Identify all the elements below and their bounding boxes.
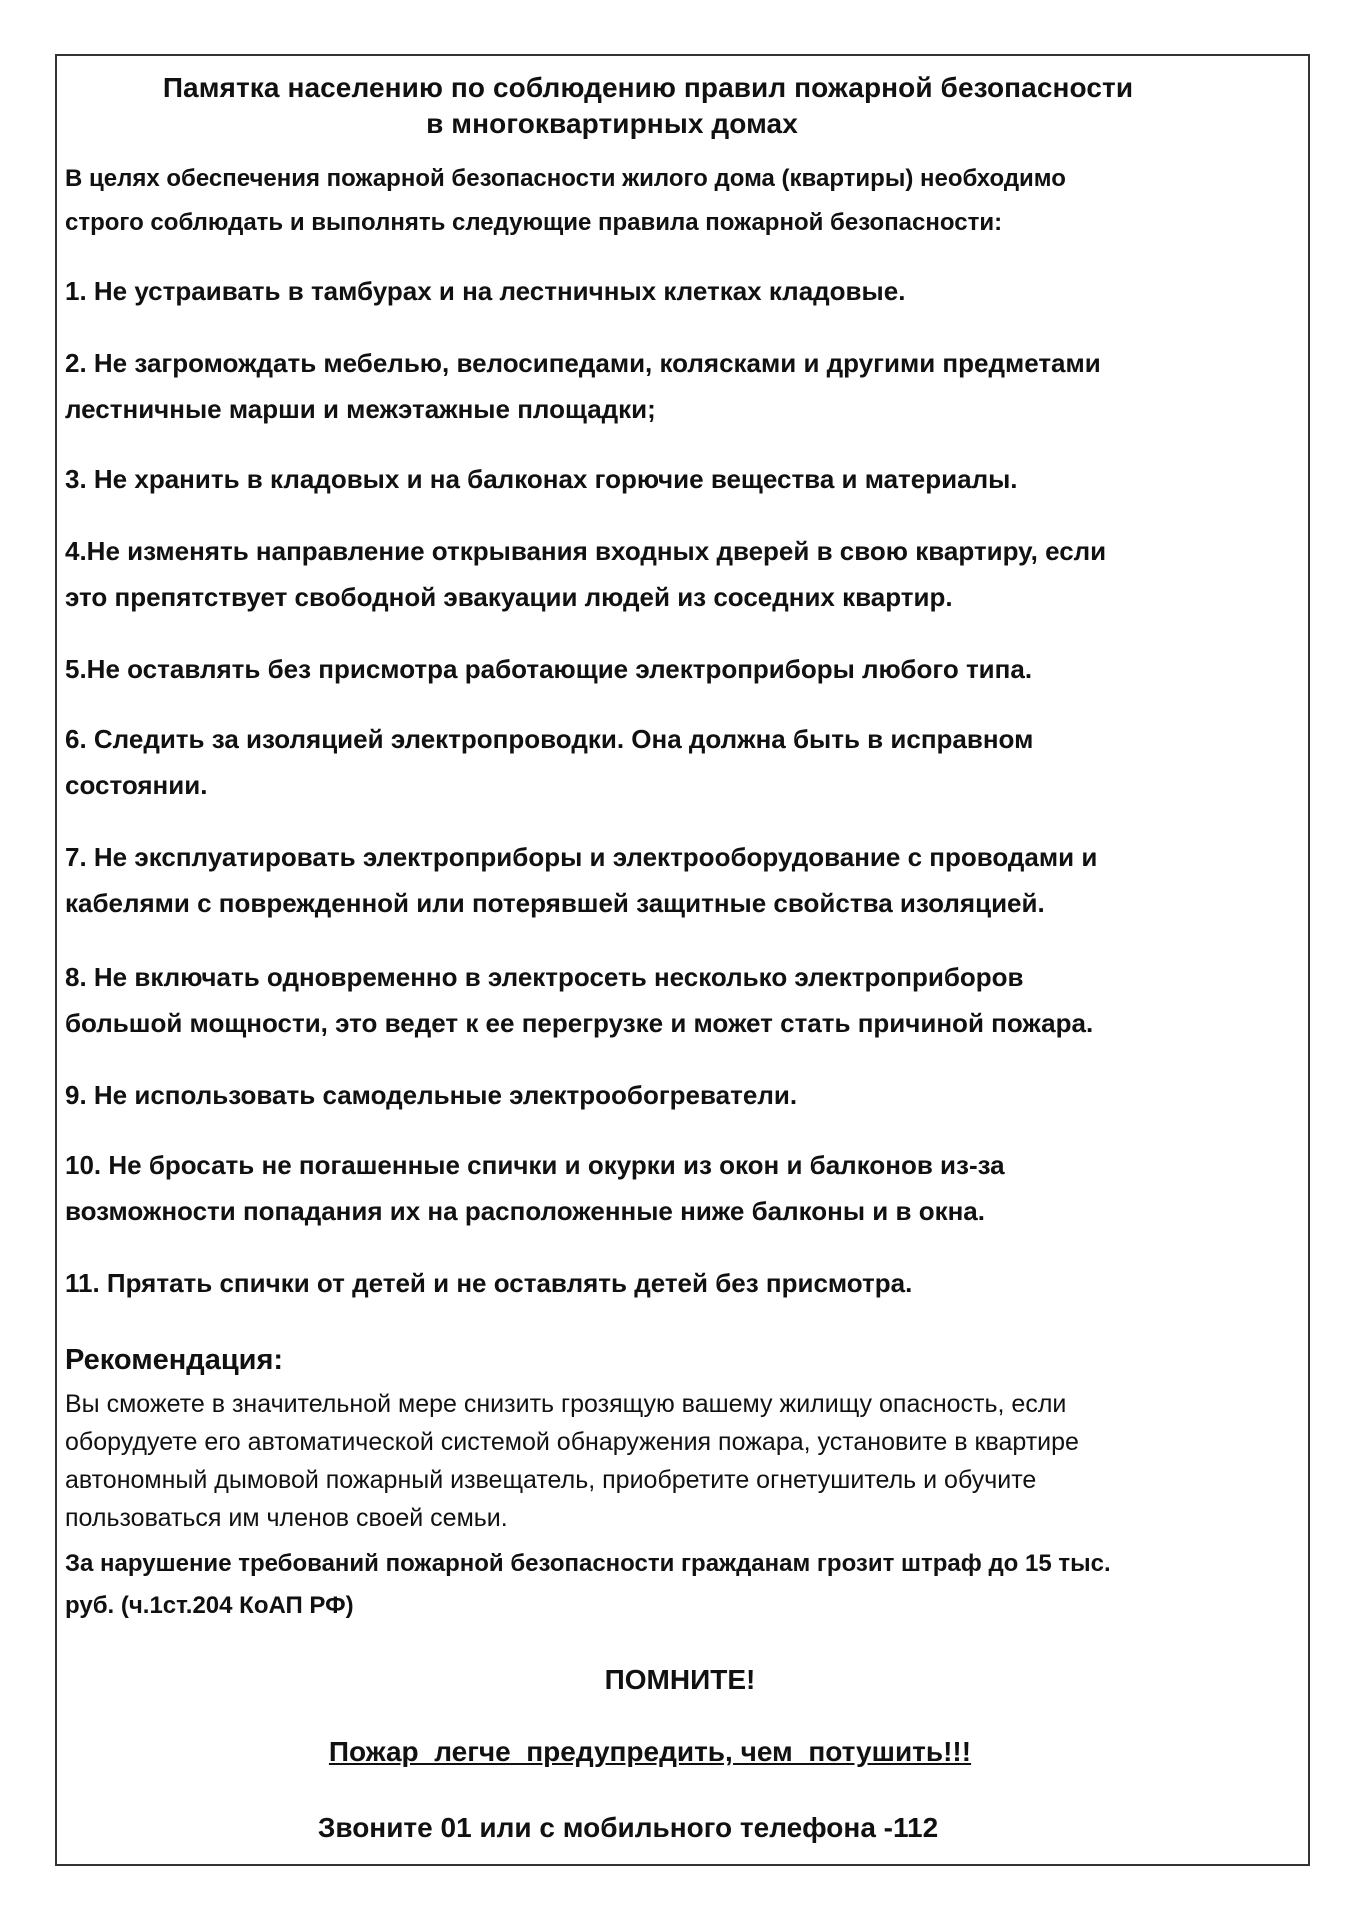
rule-2-line-2: лестничные марши и межэтажные площадки; bbox=[65, 394, 656, 424]
penalty-notice bbox=[65, 1543, 1315, 1627]
penalty-line-1: За нарушение требований пожарной безопасности гражданам грозит штраф до 15 тыс. bbox=[65, 1550, 1111, 1577]
title-line-1: Памятка населению по соблюдению правил пожарной безопасности bbox=[162, 72, 1134, 103]
rule-item-5 bbox=[65, 646, 1315, 692]
penalty-line-2: руб. (ч.1ст.204 КоАП РФ) bbox=[65, 1592, 354, 1619]
rule-item-2 bbox=[65, 340, 1315, 432]
rule-item-1 bbox=[65, 268, 1315, 314]
intro-line-1: В целях обеспечения пожарной безопасности жилого дома (квартиры) необходимо bbox=[65, 165, 1066, 192]
rule-8-line-1: 8. Не включать одновременно в электросеть несколько электроприборов bbox=[65, 962, 1024, 992]
recommendation-text bbox=[65, 1385, 1295, 1537]
rule-item-6 bbox=[65, 716, 1315, 808]
recommendation-line-4: пользоваться им членов своей семьи. bbox=[65, 1504, 508, 1532]
rule-4-line-1: 4.Не изменять направление открывания входных дверей в свою квартиру, если bbox=[65, 536, 1107, 566]
rule-5-line-1: 5.Не оставлять без присмотра работающие электроприборы любого типа. bbox=[65, 654, 1033, 684]
rule-1-line-1: 1. Не устраивать в тамбурах и на лестничных клетках кладовые. bbox=[65, 276, 906, 306]
rule-7-line-2: кабелями с поврежденной или потерявшей защитные свойства изоляцией. bbox=[65, 888, 1045, 918]
document-title bbox=[65, 70, 1295, 142]
rule-item-9 bbox=[65, 1072, 1315, 1118]
rule-item-11 bbox=[65, 1260, 1315, 1306]
rule-7-line-1: 7. Не эксплуатировать электроприборы и электрооборудование с проводами и bbox=[65, 842, 1098, 872]
rule-10-line-2: возможности попадания их на расположенные ниже балконы и в окна. bbox=[65, 1196, 985, 1226]
emergency-call-line: Звоните 01 или с мобильного телефона -112 bbox=[317, 1812, 939, 1843]
recommendation-line-3: автономный дымовой пожарный извещатель, приобретите огнетушитель и обучите bbox=[65, 1466, 1037, 1494]
rule-6-line-1: 6. Следить за изоляцией электропроводки. Она должна быть в исправном bbox=[65, 724, 1034, 754]
rule-3-line-1: 3. Не хранить в кладовых и на балконах горючие вещества и материалы. bbox=[65, 464, 1018, 494]
recommendation-heading: Рекомендация: bbox=[65, 1344, 284, 1376]
rule-4-line-2: это препятствует свободной эвакуации людей из соседних квартир. bbox=[65, 582, 953, 612]
rule-item-4 bbox=[65, 528, 1315, 620]
rule-item-10 bbox=[65, 1142, 1315, 1234]
rule-item-8 bbox=[65, 954, 1315, 1046]
rule-2-line-1: 2. Не загромождать мебелью, велосипедами, колясками и другими предметами bbox=[65, 348, 1101, 378]
recommendation-line-1: Вы сможете в значительной мере снизить грозящую вашему жилищу опасность, если bbox=[65, 1390, 1067, 1418]
rule-11-line-1: 11. Прятать спички от детей и не оставлять детей без присмотра. bbox=[65, 1268, 913, 1298]
rule-item-3 bbox=[65, 456, 1315, 502]
title-line-2: в многоквартирных домах bbox=[426, 108, 798, 139]
fire-prevention-slogan: Пожар легче предупредить, чем потушить!!! bbox=[328, 1736, 972, 1767]
rule-item-7 bbox=[65, 834, 1315, 926]
rule-10-line-1: 10. Не бросать не погашенные спички и окурки из окон и балконов из-за bbox=[65, 1150, 1005, 1180]
rule-6-line-2: состоянии. bbox=[65, 770, 208, 800]
recommendation-line-2: оборудуете его автоматической системой обнаружения пожара, установите в квартире bbox=[65, 1428, 1079, 1456]
remember-heading: ПОМНИТЕ! bbox=[604, 1664, 756, 1695]
rule-9-line-1: 9. Не использовать самодельные электрообогреватели. bbox=[65, 1080, 798, 1110]
rule-8-line-2: большой мощности, это ведет к ее перегрузке и может стать причиной пожара. bbox=[65, 1008, 1094, 1038]
intro-paragraph bbox=[65, 157, 1295, 245]
intro-line-2: строго соблюдать и выполнять следующие правила пожарной безопасности: bbox=[65, 209, 1003, 236]
